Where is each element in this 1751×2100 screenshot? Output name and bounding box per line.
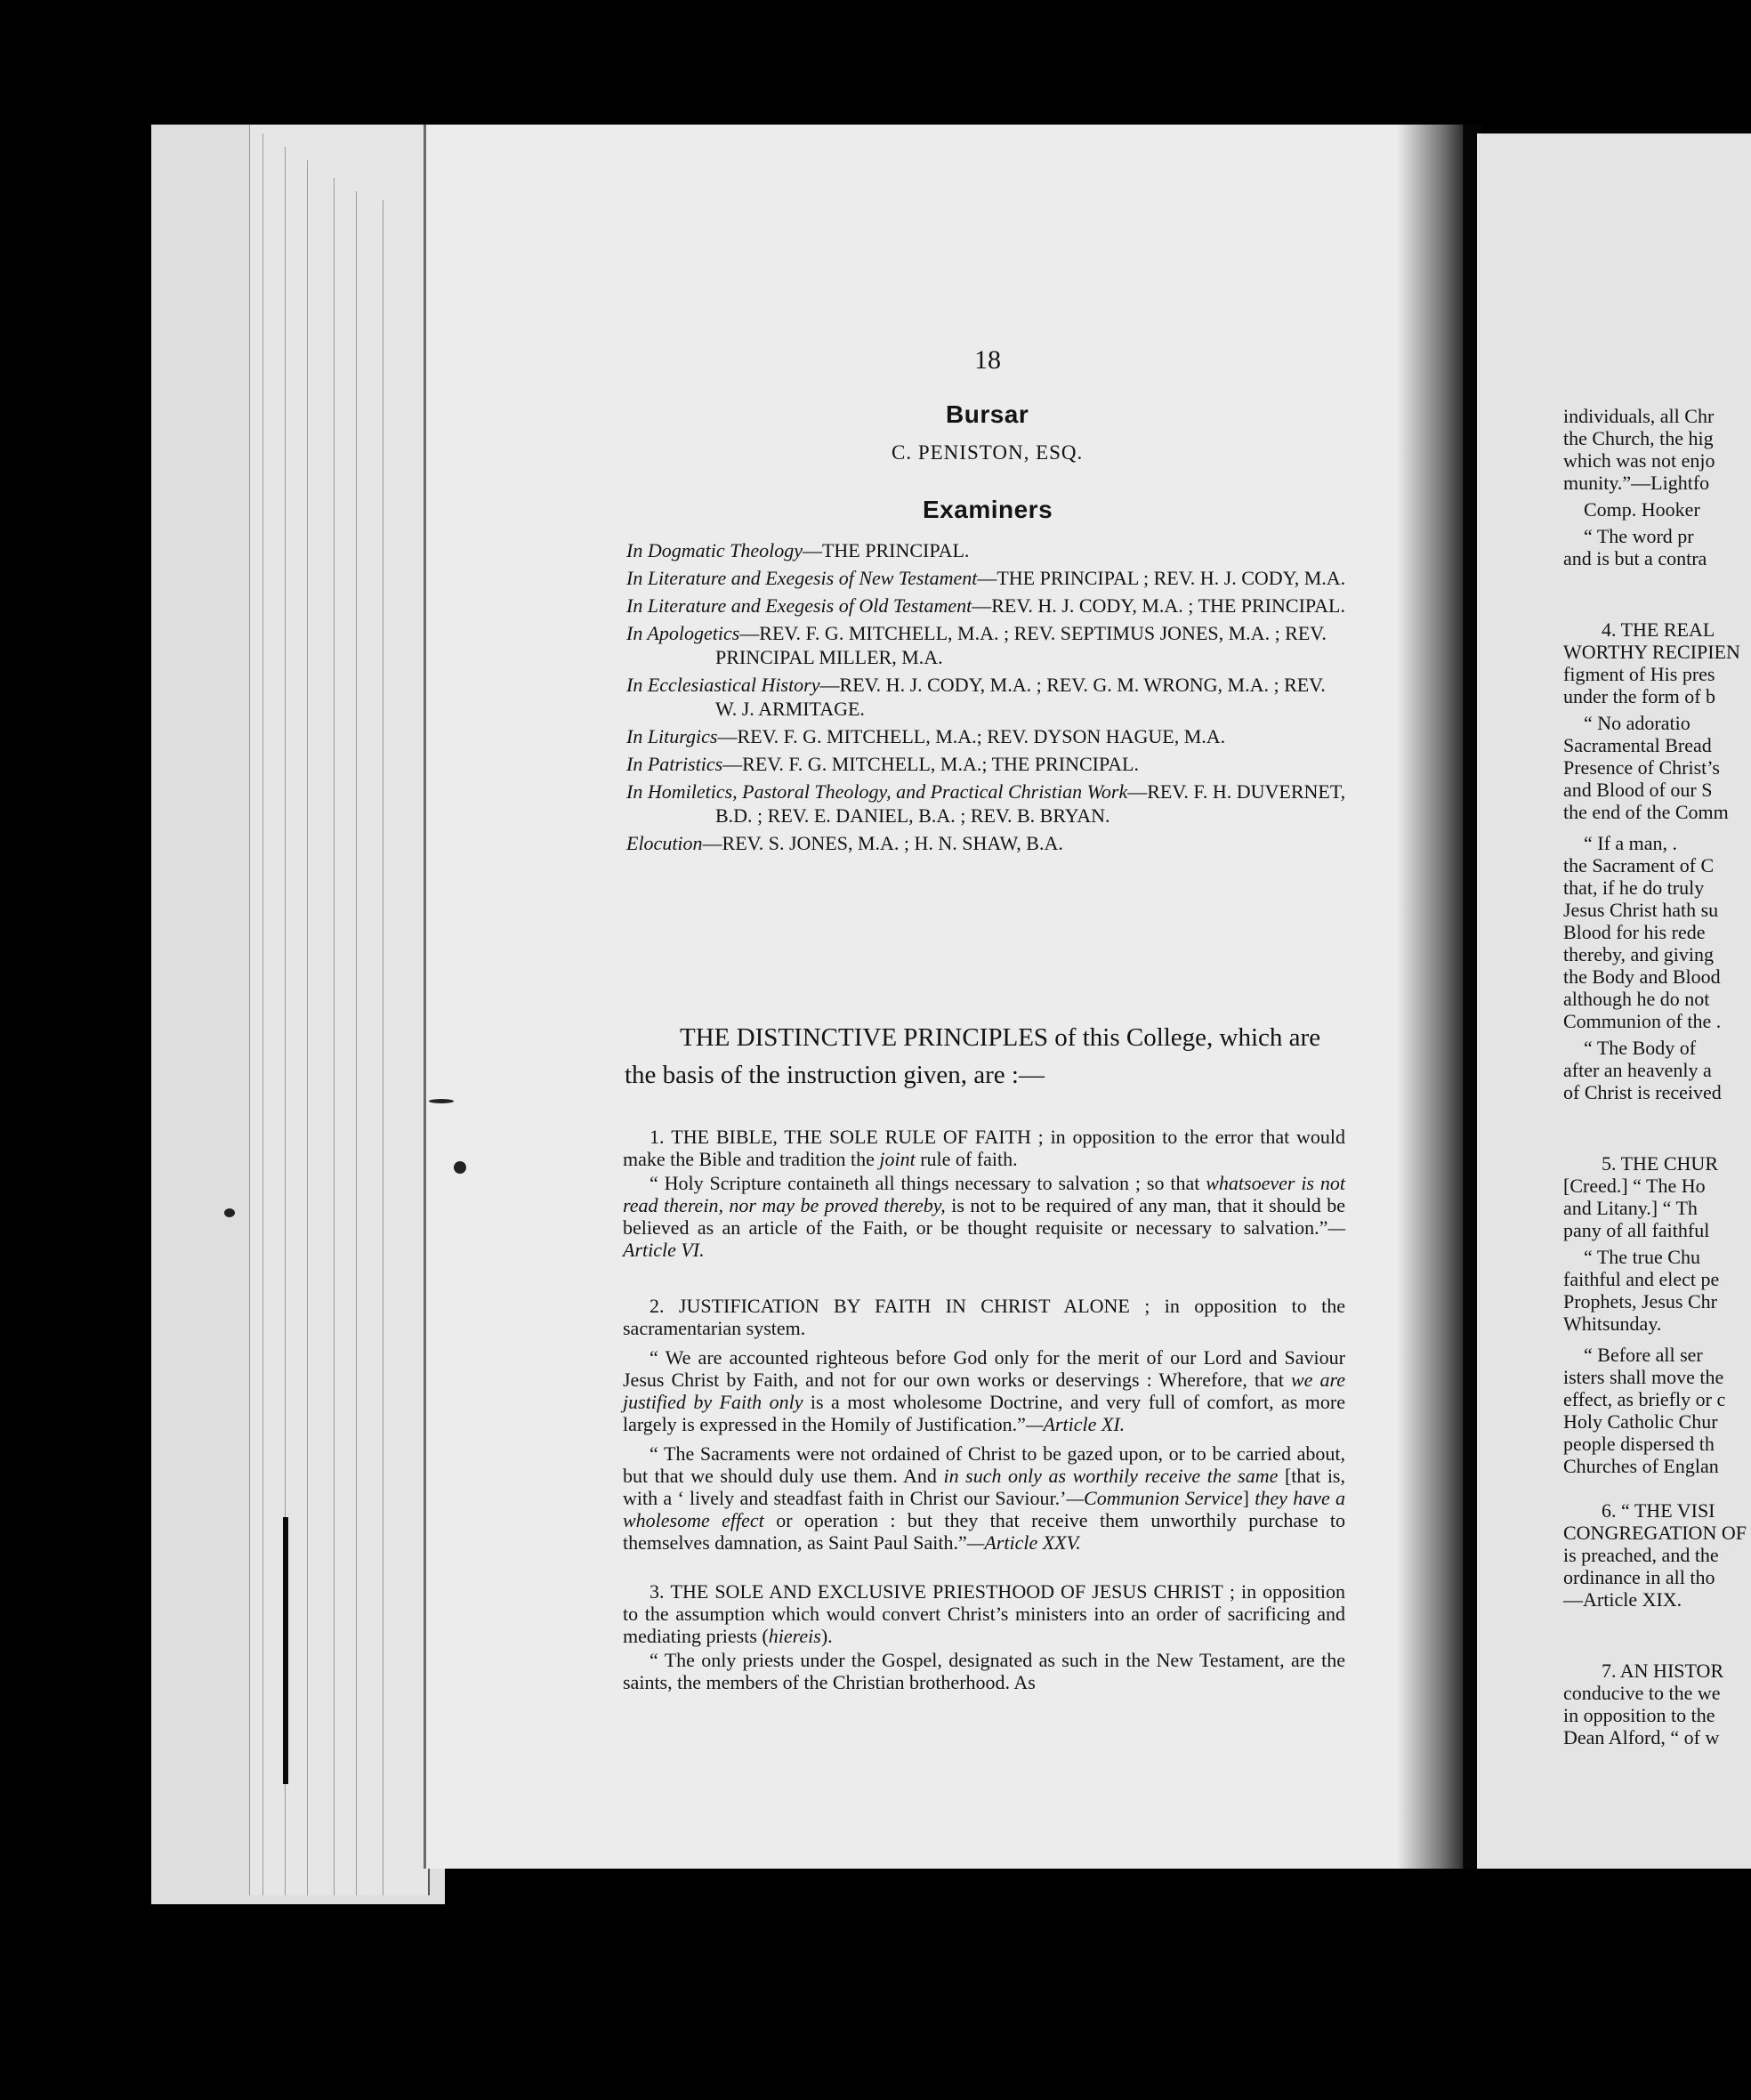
examiner-entry [626, 621, 1347, 669]
facing-page-line: Churches of Englan [1563, 1455, 1719, 1477]
facing-page-line: “ No adoratio [1584, 712, 1690, 734]
principle-number: 2. [650, 1295, 665, 1317]
principle-quote [623, 1346, 1345, 1435]
principle-1 [623, 1126, 1345, 1261]
stack-marker [283, 1517, 288, 1784]
quote-text: ] [1242, 1487, 1255, 1509]
examiner-names: —REV. H. J. CODY, M.A. ; THE PRINCIPAL. [972, 594, 1345, 617]
bursar-name: C. PENISTON, ESQ. [892, 441, 1084, 464]
intro-text: of this College, which are the basis of the instruction given, are :— [625, 1023, 1321, 1089]
quote-text: “ Holy Scripture containeth all things necessary to salvation ; so that [650, 1172, 1206, 1194]
quote-text: “ The Sacraments were not ordained of Christ to be gazed upon, or to be carried about, but that we should duly use them. And [623, 1442, 1345, 1487]
facing-page-line: —Article XIX. [1563, 1588, 1682, 1611]
principle-quote [623, 1442, 1345, 1554]
facing-page-line: and is but a contra [1563, 547, 1707, 569]
intro-label: THE DISTINCTIVE PRINCIPLES [680, 1023, 1049, 1052]
facing-page-line: Dean Alford, “ of w [1563, 1726, 1720, 1749]
quote-citation: —Article XXV. [966, 1531, 1081, 1554]
principle-quote [623, 1649, 1345, 1693]
examiner-entry [626, 673, 1347, 721]
ink-speck [224, 1208, 235, 1217]
facing-page-line: Holy Catholic Chur [1563, 1410, 1718, 1433]
facing-page-line: is preached, and the [1563, 1544, 1719, 1566]
facing-page-line: “ The word pr [1584, 525, 1694, 547]
facing-page-line: figment of His pres [1563, 663, 1715, 685]
facing-page-line: the Church, the hig [1563, 427, 1714, 449]
facing-page-line: Whitsunday. [1563, 1312, 1662, 1335]
facing-page-line: people dispersed th [1563, 1433, 1715, 1455]
facing-page-line: the Body and Blood [1563, 965, 1721, 988]
facing-page-line: CONGREGATION OF [1563, 1522, 1747, 1544]
facing-page-line: conducive to the we [1563, 1682, 1721, 1704]
examiner-subject: In Dogmatic Theology [626, 539, 803, 561]
principle-text: ; in opposition to the sacramentarian system. [623, 1295, 1345, 1339]
quote-text: or operation : but they that receive them unworthily purchase to themselves damnation, as Saint Paul Saith.” [623, 1509, 1345, 1554]
facing-page-line: and Litany.] “ Th [1563, 1197, 1698, 1219]
examiner-names: —REV. F. G. MITCHELL, M.A. ; REV. SEPTIMUS JONES, M.A. ; REV. PRINCIPAL MILLER, M.A. [715, 622, 1327, 668]
examiner-names: —THE PRINCIPAL. [802, 539, 970, 561]
principle-text: ; in opposition to the error that would make the Bible and tradition the [623, 1126, 1346, 1170]
facing-page-line: Blood for his rede [1563, 921, 1706, 943]
facing-page-line: Comp. Hooker [1584, 498, 1700, 521]
quote-text: [that is, with a ‘ lively and steadfast faith in Christ our Saviour.’ [623, 1465, 1345, 1509]
facing-page-line: Presence of Christ’s [1563, 756, 1720, 779]
principle-emphasis: joint [879, 1148, 916, 1170]
examiners-heading: Examiners [923, 496, 1053, 523]
facing-page-line: Communion of the . [1563, 1010, 1722, 1032]
facing-page-line: 6. “ THE VISI [1602, 1499, 1715, 1522]
quote-emphasis: we are justified by Faith only [623, 1369, 1346, 1413]
examiners-list [626, 538, 1347, 859]
facing-page-line: faithful and elect pe [1563, 1268, 1720, 1290]
principle-quote [623, 1172, 1345, 1261]
principle-heading [623, 1580, 1345, 1647]
facing-page-line: pany of all faithful [1563, 1219, 1710, 1241]
examiner-names: —REV. H. J. CODY, M.A. ; REV. G. M. WRONG, M.A. ; REV. W. J. ARMITAGE. [715, 674, 1326, 720]
examiner-subject: In Literature and Exegesis of Old Testament [626, 594, 972, 617]
principle-heading [623, 1295, 1345, 1339]
quote-text: “ The only priests under the Gospel, designated as such in the New Testament, are the saints, the members of the Christian brotherhood. As [623, 1649, 1345, 1693]
quote-citation: —Article VI. [623, 1216, 1345, 1261]
page-number: 18 [974, 345, 1001, 375]
principle-emphasis: hiereis [768, 1625, 821, 1647]
facing-page-line: which was not enjo [1563, 449, 1715, 472]
examiner-entry [626, 566, 1347, 590]
facing-page-line: 7. AN HISTOR [1602, 1660, 1724, 1682]
facing-page-line: 5. THE CHUR [1602, 1152, 1718, 1175]
principle-number: 1. [650, 1126, 665, 1148]
examiner-names: —REV. F. G. MITCHELL, M.A.; REV. DYSON HAGUE, M.A. [717, 725, 1226, 747]
principle-2 [623, 1295, 1345, 1554]
examiner-subject: In Apologetics [626, 622, 740, 644]
examiner-entry [626, 752, 1347, 776]
facing-page-line: ordinance in all tho [1563, 1566, 1715, 1588]
facing-page-line: “ The true Chu [1584, 1246, 1700, 1268]
facing-page-line: Sacramental Bread [1563, 734, 1712, 756]
examiner-names: —REV. S. JONES, M.A. ; H. N. SHAW, B.A. [702, 832, 1063, 854]
quote-text: is a most wholesome Doctrine, and very full of comfort, as more largely is expressed in the Homily of Justification.” [623, 1391, 1345, 1435]
facing-page-line: isters shall move the [1563, 1366, 1724, 1388]
quote-text: “ We are accounted righteous before God only for the merit of our Lord and Saviour Jesus Christ by Faith, and not for our own works or deservings : Wherefore, that [623, 1346, 1345, 1391]
facing-page-line: of Christ is received [1563, 1081, 1722, 1103]
facing-page-line: 4. THE REAL [1602, 618, 1715, 641]
principle-text: rule of faith. [915, 1148, 1018, 1170]
examiner-subject: Elocution [626, 832, 703, 854]
ink-speck [429, 1099, 454, 1103]
facing-page-line: [Creed.] “ The Ho [1563, 1175, 1706, 1197]
quote-emphasis: they have a wholesome effect [623, 1487, 1346, 1531]
facing-page-line: thereby, and giving [1563, 943, 1715, 965]
principle-title: JUSTIFICATION BY FAITH IN CHRIST ALONE [678, 1295, 1130, 1317]
facing-page-line: individuals, all Chr [1563, 405, 1715, 427]
quote-citation: —Article XI. [1025, 1413, 1126, 1435]
facing-page-line: Prophets, Jesus Chr [1563, 1290, 1717, 1312]
facing-page-line: under the form of b [1563, 685, 1716, 707]
examiner-names: —REV. F. G. MITCHELL, M.A.; THE PRINCIPAL. [722, 753, 1139, 775]
quote-emphasis: in such only as worthily receive the same [943, 1465, 1279, 1487]
bursar-heading: Bursar [946, 400, 1029, 428]
quote-emphasis: —Communion Service [1066, 1487, 1243, 1509]
examiner-subject: In Patristics [626, 753, 723, 775]
principles-list [623, 1126, 1345, 1711]
examiner-subject: In Homiletics, Pastoral Theology, and Practical Christian Work [626, 780, 1128, 803]
facing-page-line: and Blood of our S [1563, 779, 1713, 801]
principle-number: 3. [650, 1580, 665, 1603]
quote-emphasis: whatsoever is not read therein, nor may be proved thereby, [623, 1172, 1345, 1216]
principle-title: THE BIBLE, THE SOLE RULE OF FAITH [671, 1126, 1031, 1148]
examiner-names: —THE PRINCIPAL ; REV. H. J. CODY, M.A. [977, 567, 1346, 589]
page-stack [151, 125, 445, 1904]
ink-speck [454, 1161, 466, 1174]
examiner-subject: In Liturgics [626, 725, 718, 747]
examiner-entry [626, 724, 1347, 748]
principle-title: THE SOLE AND EXCLUSIVE PRIESTHOOD OF JESUS CHRIST [670, 1580, 1223, 1603]
facing-page-line: effect, as briefly or c [1563, 1388, 1726, 1410]
examiner-entry [626, 594, 1347, 618]
facing-page-line: “ If a man, . [1584, 832, 1678, 854]
examiner-entry [626, 779, 1347, 828]
gutter-shadow [1397, 125, 1473, 1869]
principle-3 [623, 1580, 1345, 1693]
facing-page-line: munity.”—Lightfo [1563, 472, 1710, 494]
examiner-subject: In Ecclesiastical History [626, 674, 820, 696]
examiner-names: —REV. F. H. DUVERNET, B.D. ; REV. E. DANIEL, B.A. ; REV. B. BRYAN. [715, 780, 1346, 827]
facing-page-line: although he do not [1563, 988, 1710, 1010]
quote-text: is not to be required of any man, that it should be believed as an article of the Faith, or be thought requisite or necessary to salvation.” [623, 1194, 1346, 1239]
facing-page-line: that, if he do truly [1563, 876, 1705, 899]
facing-page-line: after an heavenly a [1563, 1059, 1712, 1081]
facing-page-line: the Sacrament of C [1563, 854, 1715, 876]
facing-page-line: WORTHY RECIPIEN [1563, 641, 1740, 663]
examiner-subject: In Literature and Exegesis of New Testament [626, 567, 978, 589]
facing-page-line: “ Before all ser [1584, 1344, 1703, 1366]
examiner-entry [626, 538, 1347, 562]
facing-page-line: “ The Body of [1584, 1037, 1697, 1059]
principle-heading [623, 1126, 1345, 1170]
principle-text: ; in opposition to the assumption which would convert Christ’s ministers into an order of sacrificing and mediating priests ( [623, 1580, 1346, 1647]
principle-text: ). [820, 1625, 833, 1647]
examiner-entry [626, 831, 1347, 855]
facing-page-line: Jesus Christ hath su [1563, 899, 1719, 921]
facing-page-line: the end of the Comm [1563, 801, 1729, 823]
distinctive-principles-intro [625, 1019, 1345, 1094]
facing-page-line: in opposition to the [1563, 1704, 1715, 1726]
